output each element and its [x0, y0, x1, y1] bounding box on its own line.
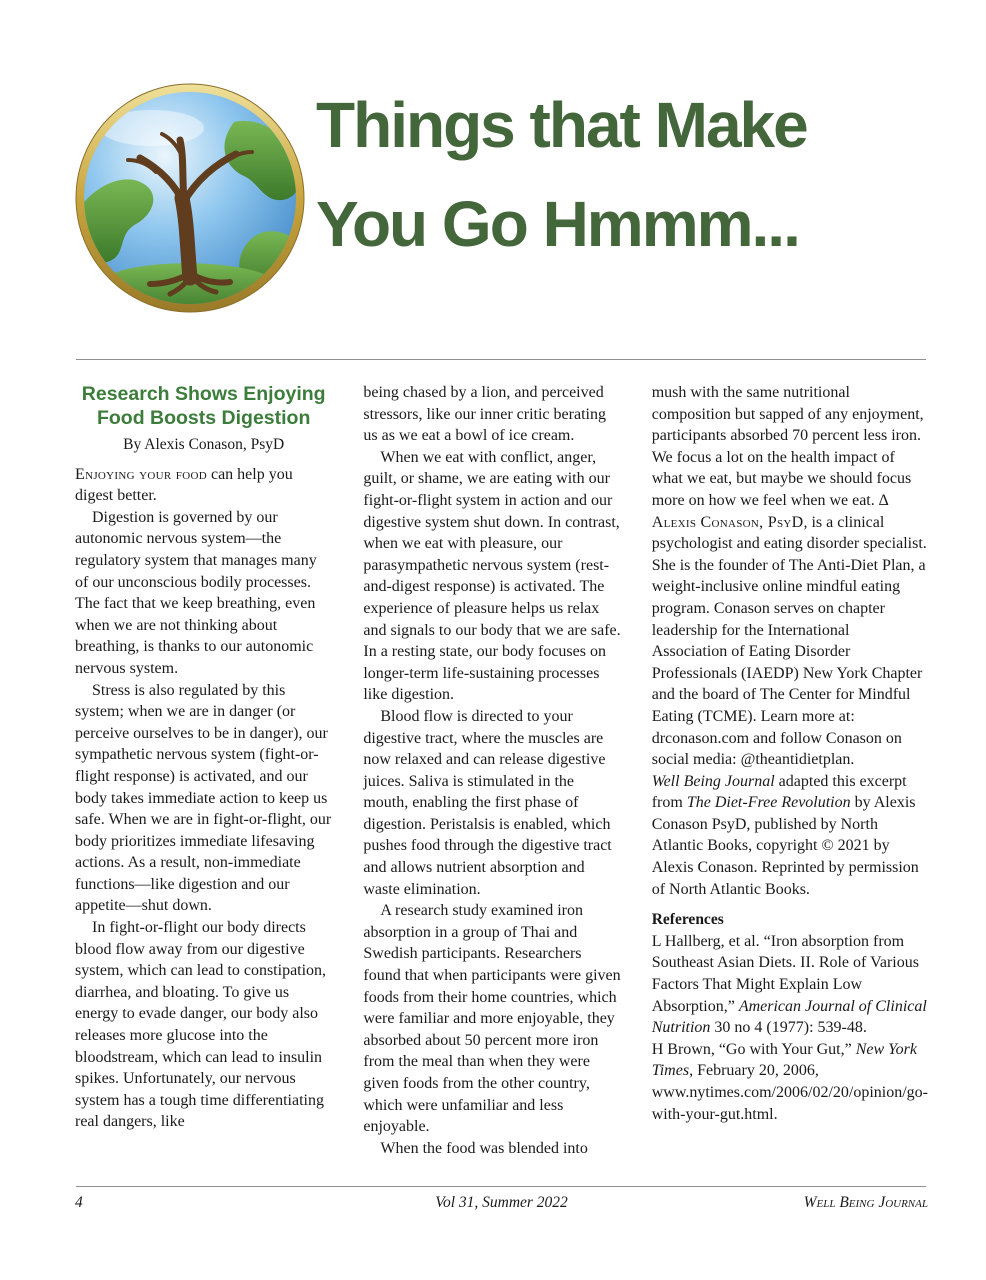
paragraph-text: can help you digest better. [75, 465, 293, 505]
column-3 [652, 382, 928, 1172]
lead-in-smallcaps: Enjoying your food [75, 465, 207, 483]
newspaper-title-italic: New York Times, [651, 1040, 917, 1080]
reference-text: L Hallberg, et al. “Iron absorption from Southeast Asian Diets. II. Role of Various Factors That Might Explain Low Absorption,” [651, 932, 919, 1015]
byline: By Alexis Conason, PsyD [123, 436, 285, 453]
page-title [316, 76, 956, 274]
reference-item [652, 1039, 928, 1125]
column-1 [75, 382, 332, 1172]
page-number: 4 [75, 1194, 83, 1211]
journal-name: Well Being Journal [803, 1194, 928, 1211]
article-heading-line1: Research Shows Enjoying [81, 383, 326, 405]
paragraph: When the food was blended into [380, 1139, 588, 1157]
page-title-line1: Things that Make [316, 89, 807, 161]
author-bio [652, 512, 928, 771]
credit-paragraph [652, 771, 928, 901]
reference-text: February 20, 2006, www.nytimes.com/2006/02/20/opinion/go-with-your-gut.html. [651, 1062, 928, 1123]
article-columns [75, 382, 928, 1172]
reference-text: 30 no 4 (1977): 539-48. [710, 1019, 867, 1037]
credit-text: adapted this excerpt from [651, 772, 907, 812]
paragraph: In fight-or-flight our body directs blood flow away from our digestive system, which can lead to constipation, diarrhea, and bloating. To give us energy to evade danger, our body also releases more glucose into the bloodstream, which can lead to insulin spikes. Unfortunately, our nervous system has a tough time differentiating real dangers, like [75, 919, 327, 1131]
paragraph: Stress is also regulated by this system; when we are in danger (or perceive ourselves to be in danger), our sympathetic nervous system (fight-or-flight response) is activated, and our body takes immediate action to keep us safe. When we are in fight-or-flight, our body prioritizes immediate lifesaving actions. As a result, non-immediate functions—like digestion and our appetite—shut down. [75, 681, 332, 915]
top-rule [76, 359, 926, 360]
paragraph: A research study examined iron absorption in a group of Thai and Swedish participants. Researchers found that when participants were given foods from their home countries, which were familiar and more enjoyable, they absorbed about 50 percent more iron from the meal than when they were given foods from the other country, which were unfamiliar and less enjoyable. [363, 902, 621, 1136]
reference-text: H Brown, “Go with Your Gut,” [651, 1040, 856, 1058]
article-heading-line2: Food Boosts Digestion [96, 407, 311, 429]
issue-label: Vol 31, Summer 2022 [435, 1194, 568, 1211]
paragraph: When we eat with conflict, anger, guilt, or shame, we are eating with our fight-or-flight system in action and our digestive system shut down. In contrast, when we eat with pleasure, our parasympathetic nervous system (rest-and-digest response) is activated. The experience of pleasure helps us relax and signals to our body that we are safe. In a resting state, our body focuses on longer-term life-sustaining processes like digestion. [363, 448, 621, 704]
references-heading: References [651, 911, 724, 929]
journal-title-italic: American Journal of Clinical Nutrition [651, 997, 927, 1037]
footer-rule [76, 1186, 926, 1187]
paragraph: being chased by a lion, and perceived stressors, like our inner critic berating us as we eat a bowl of ice cream. [363, 384, 606, 445]
globe-tree-logo-icon [74, 82, 306, 314]
journal-name-italic: Well Being Journal [651, 772, 775, 790]
reference-item [652, 931, 928, 1039]
paragraph: mush with the same nutritional composition but sapped of any enjoyment, participants absorbed 70 percent less iron. We focus a lot on the health impact of what we eat, but maybe we should focus more on how we feel when we eat. ∆ [651, 384, 924, 509]
column-2 [363, 382, 620, 1172]
page-title-line2: You Go Hmmm... [316, 188, 799, 260]
article-heading [75, 382, 332, 430]
credit-text: by Alexis Conason PsyD, published by North Atlantic Books, copyright © 2021 by Alexis Conason. Reprinted by permission of North Atlantic Books. [651, 794, 919, 898]
paragraph: Digestion is governed by our autonomic nervous system—the regulatory system that manages many of our unconscious bodily processes. The fact that we keep breathing, even when we are not thinking about breathing, is thanks to our autonomic nervous system. [75, 508, 317, 677]
bio-lead-smallcaps: Alexis Conason, PsyD [651, 513, 804, 531]
paragraph: Blood flow is directed to your digestive tract, where the muscles are now relaxed and can release digestive juices. Saliva is stimulated in the mouth, enabling the first phase of digestion. Peristalsis is enabled, which pushes food through the digestive tract and allows nutrient absorption and waste elimination. [363, 707, 612, 898]
book-title-italic: The Diet-Free Revolution [686, 794, 851, 812]
bio-text: , is a clinical psychologist and eating disorder specialist. She is the founder of The Anti-Diet Plan, a weight-inclusive online mindful eating program. Conason serves on chapter leadership for the International Association of Eating Disorder Professionals (IAEDP) New York Chapter and the board of The Center for Mindful Eating (TCME). Learn more at: drconason.com and follow Conason on social media: @theantidietplan. [651, 513, 927, 769]
paragraph [75, 464, 332, 507]
